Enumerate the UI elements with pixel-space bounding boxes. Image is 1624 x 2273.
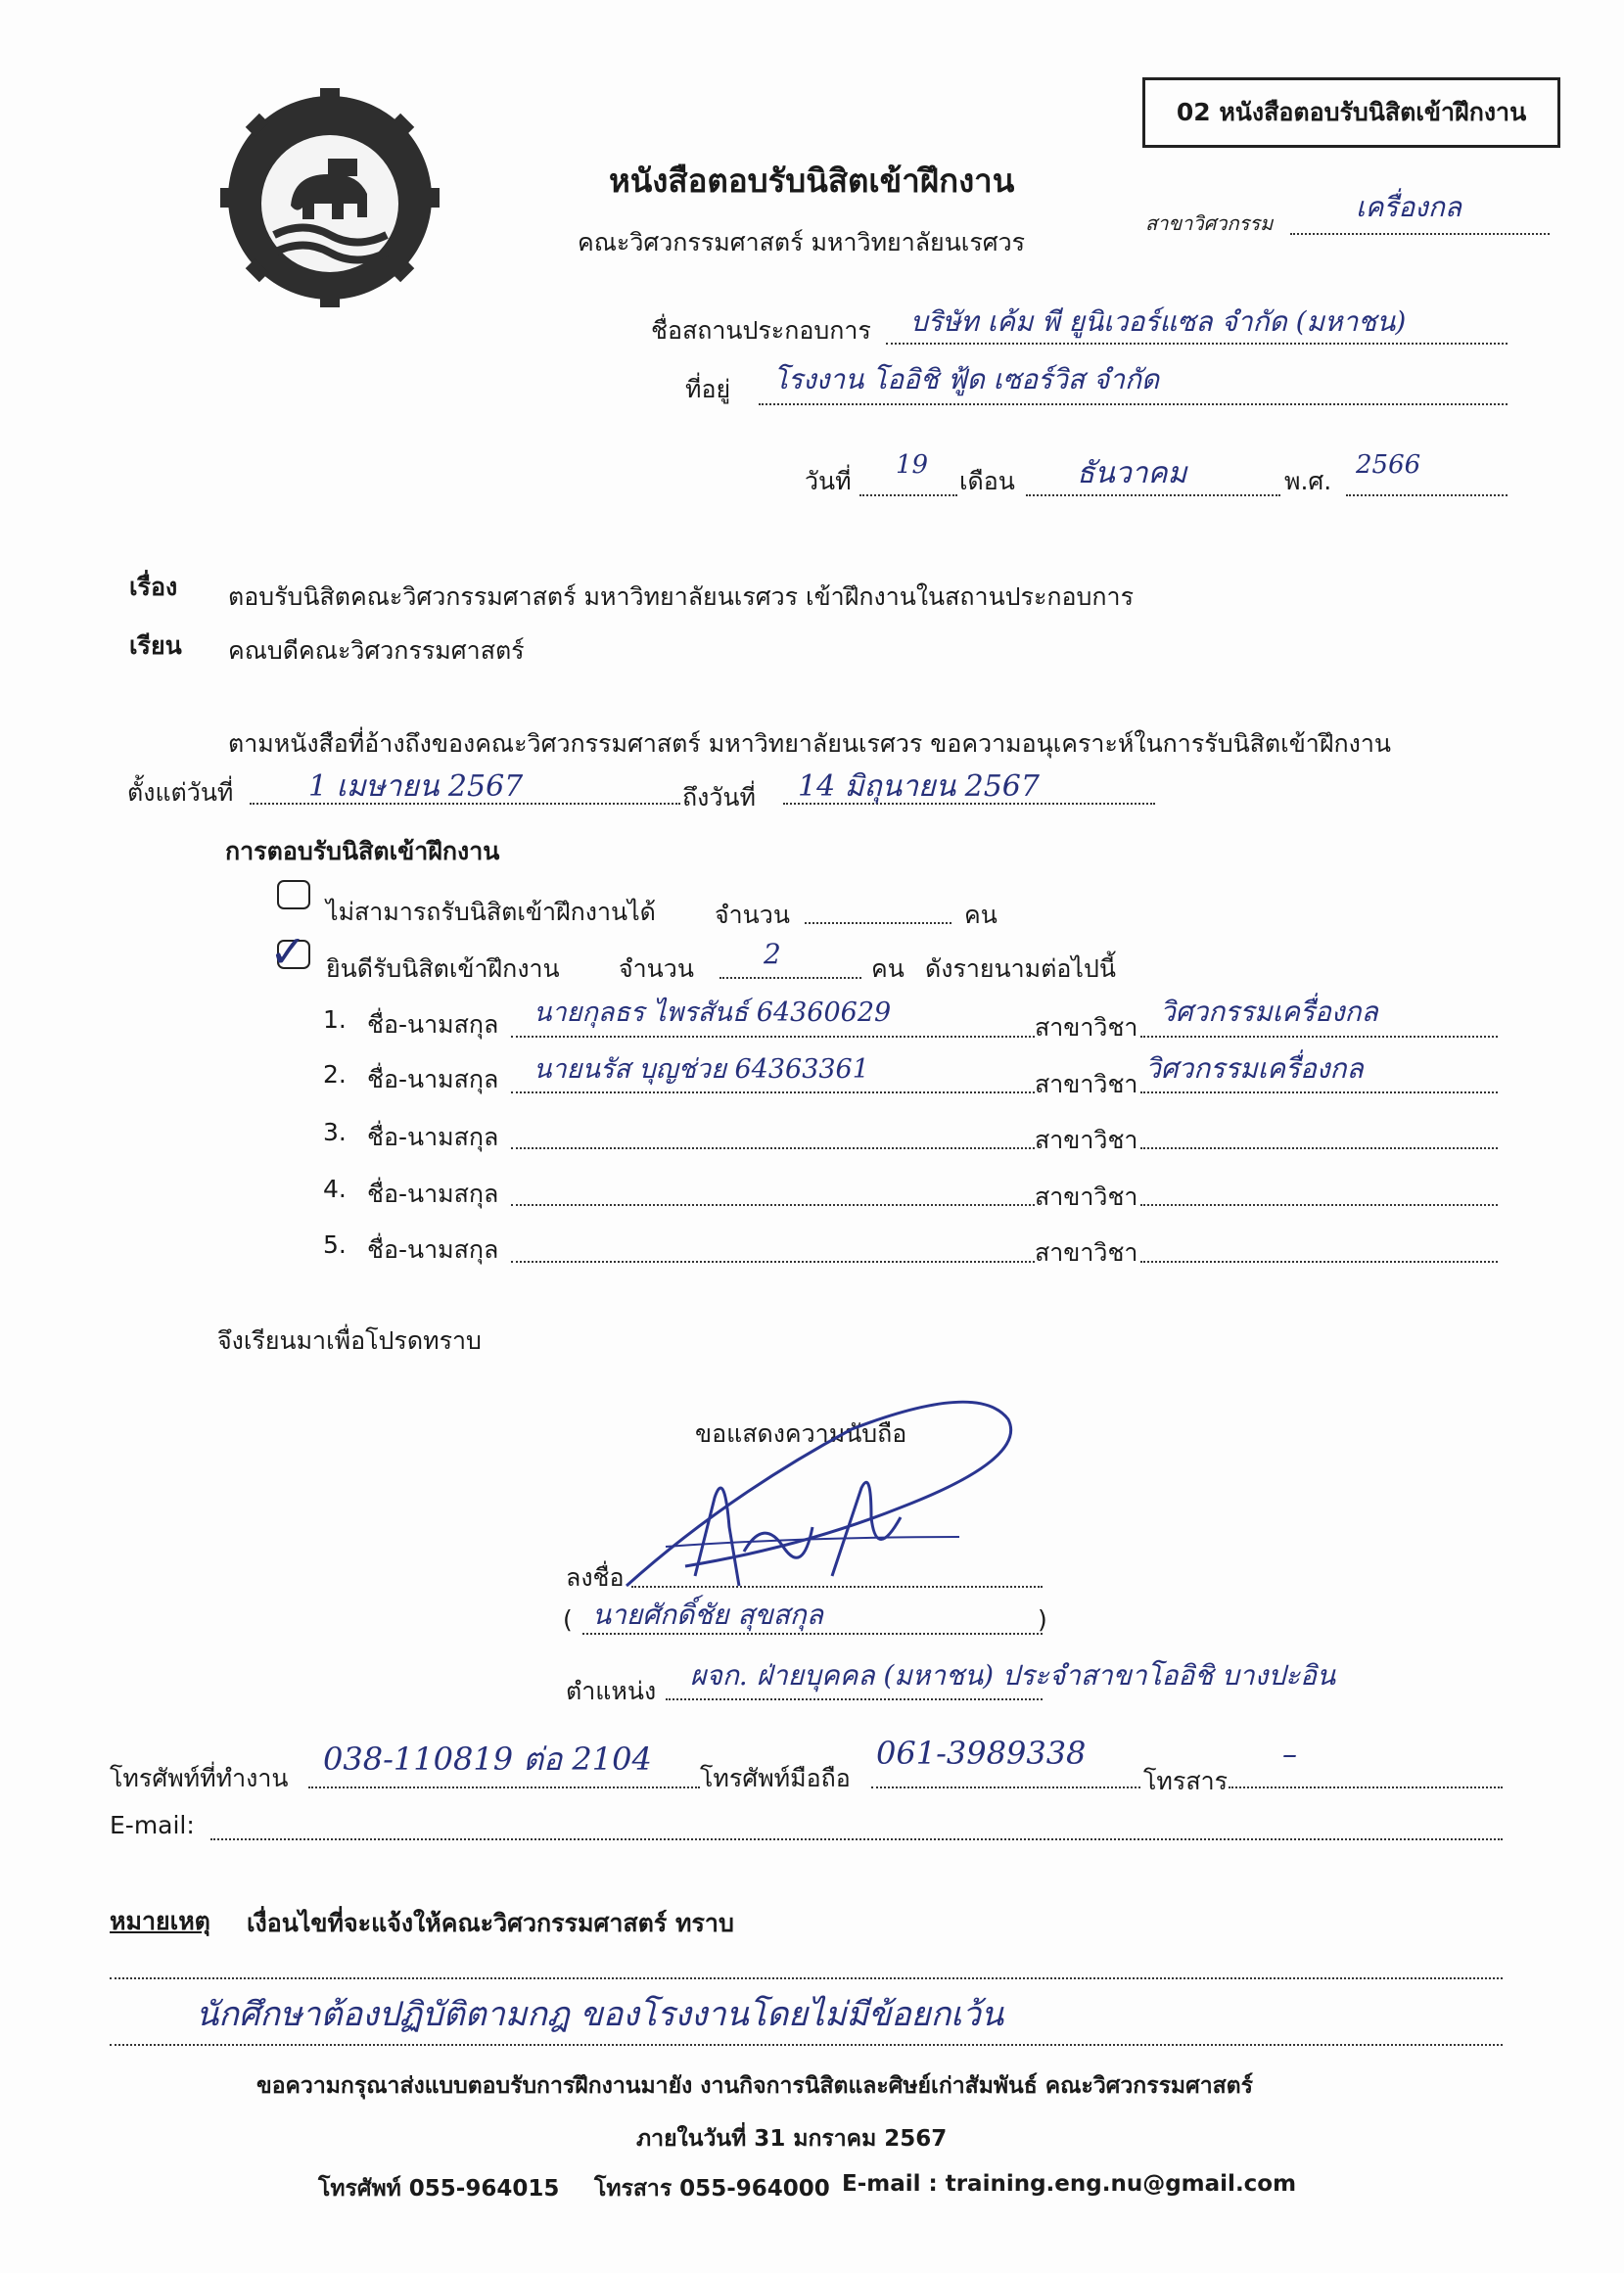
footer-line1: ขอความกรุณาส่งแบบตอบรับการฝึกงานมายัง งานกิจการนิสิตและศิษย์เก่าสัมพันธ์ คณะวิศวกรรมศาสตร์ <box>256 2073 1253 2099</box>
accept-count-label: จำนวน <box>619 954 694 983</box>
form-number-box <box>1142 77 1560 148</box>
row-number: 3. <box>323 1118 347 1146</box>
month-label: เดือน <box>959 467 1015 495</box>
major-label: สาขาวิชา <box>1035 1238 1138 1267</box>
to-text: คณบดีคณะวิศวกรรมศาสตร์ <box>228 636 525 665</box>
name-label: ชื่อ-นามสกุล <box>367 1065 499 1093</box>
major-label: สาขาวิชา <box>1035 1126 1138 1154</box>
list-suffix: ดังรายนามต่อไปนี้ <box>925 954 1116 983</box>
fax-label: โทรสาร <box>1143 1767 1229 1795</box>
student-name: นายนรัส บุญช่วย 64363361 <box>534 1054 869 1085</box>
closing-regards: ขอแสดงความนับถือ <box>695 1419 907 1448</box>
major-label: สาขาวิชา <box>1035 1183 1138 1211</box>
branch-label: สาขาวิศวกรรม <box>1145 211 1274 235</box>
subject-label: เรื่อง <box>129 573 178 601</box>
signer-close-paren: ) <box>1038 1605 1047 1634</box>
acceptance-heading: การตอบรับนิสิตเข้าฝึกงาน <box>225 837 500 865</box>
footer-phone: โทรศัพท์ 055-964015 <box>318 2176 560 2202</box>
accept-count-value: 2 <box>764 938 781 970</box>
row-number: 4. <box>323 1175 347 1203</box>
mobile-label: โทรศัพท์มือถือ <box>700 1764 851 1792</box>
to-label: เรียน <box>129 631 182 660</box>
from-date-value: 1 เมษายน 2567 <box>308 769 524 804</box>
name-label: ชื่อ-นามสกุล <box>367 1235 499 1264</box>
reject-unit: คน <box>964 901 998 929</box>
form-number-label: 02 หนังสือตอบรับนิสิตเข้าฝึกงาน <box>1176 98 1527 126</box>
body-paragraph: ตามหนังสือที่อ้างถึงของคณะวิศวกรรมศาสตร์ มหาวิทยาลัยนเรศวร ขอความอนุเคราะห์ในการรับนิสิตเข้าฝึกงาน <box>228 729 1391 758</box>
faculty-logo <box>220 88 441 308</box>
student-major: วิศวกรรมเครื่องกล <box>1160 996 1378 1028</box>
note-text: เงื่อนไขที่จะแจ้งให้คณะวิศวกรรมศาสตร์ ทราบ <box>247 1909 734 1937</box>
reject-option-label: ไม่สามารถรับนิสิตเข้าฝึกงานได้ <box>326 898 656 926</box>
date-year: 2566 <box>1356 450 1421 480</box>
address-label: ที่อยู่ <box>685 375 731 403</box>
fax-value: – <box>1282 1738 1297 1772</box>
signer-name: นายศักดิ์ชัย สุขสกุล <box>592 1599 823 1631</box>
row-number: 5. <box>323 1230 347 1259</box>
work-phone-label: โทรศัพท์ที่ทำงาน <box>110 1764 289 1792</box>
date-label: วันที่ <box>805 467 852 495</box>
accept-unit: คน <box>871 954 905 983</box>
position-value: ผจก. ฝ่ายบุคคล (มหาชน) ประจำสาขาโออิชิ บางปะอิน <box>690 1659 1336 1692</box>
email-label: E-mail: <box>110 1811 195 1839</box>
major-label: สาขาวิชา <box>1035 1013 1138 1042</box>
page-title: หนังสือตอบรับนิสิตเข้าฝึกงาน <box>609 162 1015 200</box>
date-month: ธันวาคม <box>1077 456 1187 490</box>
closing-inform: จึงเรียนมาเพื่อโปรดทราบ <box>217 1326 482 1355</box>
mobile-value: 061-3989338 <box>876 1735 1087 1772</box>
reject-count-label: จำนวน <box>715 901 790 929</box>
work-phone-value: 038-110819 ต่อ 2104 <box>323 1740 652 1778</box>
accept-check-mark: ✓ <box>269 925 307 978</box>
to-date-value: 14 มิถุนายน 2567 <box>798 769 1040 804</box>
position-label: ตำแหน่ง <box>566 1677 657 1705</box>
to-date-label: ถึงวันที่ <box>682 783 756 812</box>
note-handwritten: นักศึกษาต้องปฏิบัติตามกฎ ของโรงงานโดยไม่มีข้อยกเว้น <box>196 1995 1004 2034</box>
footer-line2: ภายในวันที่ 31 มกราคม 2567 <box>636 2126 948 2152</box>
from-date-label: ตั้งแต่วันที่ <box>127 778 234 807</box>
branch-value: เครื่องกล <box>1356 191 1462 223</box>
name-label: ชื่อ-นามสกุล <box>367 1010 499 1039</box>
signature-image <box>607 1390 1047 1605</box>
subject-text: ตอบรับนิสิตคณะวิศวกรรมศาสตร์ มหาวิทยาลัยนเรศวร เข้าฝึกงานในสถานประกอบการ <box>228 582 1135 611</box>
faculty-name: คณะวิศวกรรมศาสตร์ มหาวิทยาลัยนเรศวร <box>578 228 1026 256</box>
org-name-value: บริษัท เค้ม พี ยูนิเวอร์แซล จำกัด (มหาชน) <box>910 305 1407 338</box>
student-name: นายกุลธร ไพรสันธ์ 64360629 <box>534 997 892 1028</box>
footer-fax: โทรสาร 055-964000 <box>594 2176 830 2202</box>
sign-label: ลงชื่อ <box>566 1563 625 1592</box>
row-number: 1. <box>323 1005 347 1034</box>
name-label: ชื่อ-นามสกุล <box>367 1123 499 1151</box>
major-label: สาขาวิชา <box>1035 1070 1138 1098</box>
row-number: 2. <box>323 1060 347 1089</box>
accept-option-label: ยินดีรับนิสิตเข้าฝึกงาน <box>326 954 560 983</box>
name-label: ชื่อ-นามสกุล <box>367 1180 499 1208</box>
date-day: 19 <box>896 450 929 480</box>
signer-open-paren: ( <box>563 1605 573 1634</box>
address-value: โรงงาน โออิชิ ฟู้ด เซอร์วิส จำกัด <box>773 363 1160 395</box>
year-label: พ.ศ. <box>1284 467 1332 495</box>
student-major: วิศวกรรมเครื่องกล <box>1145 1052 1364 1085</box>
org-name-label: ชื่อสถานประกอบการ <box>651 316 871 345</box>
note-label: หมายเหตุ <box>110 1907 210 1935</box>
reject-checkbox[interactable] <box>277 880 310 909</box>
footer-email: E-mail : training.eng.nu@gmail.com <box>842 2171 1297 2197</box>
